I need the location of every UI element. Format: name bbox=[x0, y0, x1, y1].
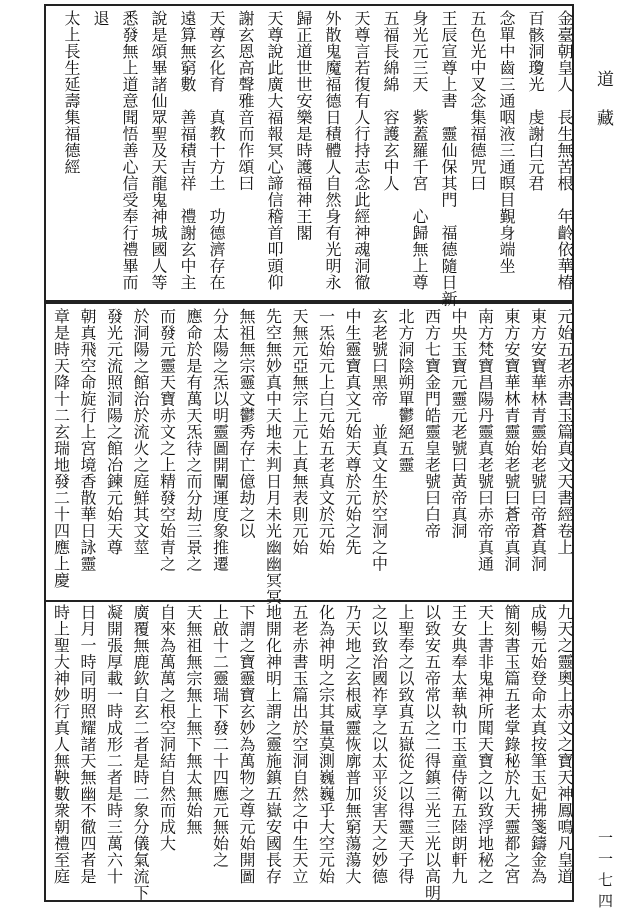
text-column: 於洞陽之館治於流火之庭鮮其文莖 bbox=[131, 308, 150, 556]
text-column: 先空無妙真中天地未判日月未光幽幽冥冥 bbox=[263, 308, 283, 605]
text-column: 成暢元始登命太真按筆玉妃拂箋鑄金為 bbox=[528, 604, 548, 885]
text-column: 一炁始元上白元始五老真文於元始 bbox=[316, 308, 336, 556]
text-column: 下謂之寶靈寶玄妙為萬物之尊元始開圖 bbox=[237, 604, 256, 885]
text-column: 退 bbox=[91, 10, 110, 27]
text-column: 東方安寶華林青靈始老號曰蒼帝真洞 bbox=[502, 308, 521, 572]
text-column: 之以致治國祚享之以太平災害天之妙德 bbox=[369, 604, 389, 885]
text-column: 上啟十二靈瑞下發二十四應元無始之 bbox=[210, 604, 230, 868]
text-column: 時上聖大神妙行真人無鞅數衆朝禮至庭 bbox=[51, 604, 71, 885]
text-column: 天無元亞無宗上元上真無表則元始 bbox=[290, 308, 309, 556]
text-column: 身光元三天 紫蓋羅千宮 心歸無上尊 bbox=[410, 10, 429, 291]
text-column: 百骸洞瓊光 虔謝白元君 bbox=[526, 10, 545, 192]
text-column: 日月一時同明照耀諸天無幽不徹四者是 bbox=[78, 604, 97, 885]
text-column: 天尊玄化育 真教十方土 功德濟存在 bbox=[207, 10, 226, 291]
text-column: 遠算無窮數 善福積吉祥 禮謝玄中主 bbox=[178, 10, 197, 291]
text-column: 五老赤書玉篇出於空洞自然之中生天立 bbox=[290, 604, 309, 885]
text-column: 朝真飛空命旋行上宮境香散華日詠靈 bbox=[78, 308, 97, 572]
text-column: 發光元流照洞陽之館冶鍊元始天尊 bbox=[104, 308, 124, 556]
text-column: 自來為萬萬之根空洞結自然而成大 bbox=[157, 604, 177, 852]
text-column: 中央玉寶元靈元老號曰黃帝真洞 bbox=[449, 308, 468, 539]
text-column: 歸正道世世安樂是時護福神王閣 bbox=[294, 10, 313, 241]
text-column: 南方梵寶昌陽丹靈真老號曰赤帝真通 bbox=[475, 308, 495, 572]
text-column: 王女典奉太華執巾玉童侍衛五陸朗軒九 bbox=[449, 604, 468, 885]
text-column: 西方七寶金門皓靈皇老號曰白帝 bbox=[422, 308, 442, 539]
page-number: 一一七四 bbox=[596, 830, 614, 914]
text-column: 東方安寶華林青靈始老號曰帝蒼真洞 bbox=[528, 308, 548, 572]
text-column: 應命於是有萬天炁待之而分劫三景之 bbox=[184, 308, 203, 572]
text-column: 地開化神明上謂之靈施鎮五嶽安國長存 bbox=[263, 604, 283, 885]
text-column: 廣覆無鹿欽自玄二者是時二象分儀氣流下 bbox=[131, 604, 150, 901]
text-column: 九天之靈奧上赤文之寶天神鳳鳴凡皇道 bbox=[555, 604, 574, 885]
text-column: 金臺朝皇人 長生無苦根 年齡依華椿 bbox=[555, 10, 574, 291]
text-column: 說是頌畢諸仙眾聖及天龍鬼神城國人等 bbox=[149, 10, 168, 291]
text-column: 天無祖無宗無上無下無太無始無 bbox=[184, 604, 203, 835]
text-column: 悉發無上道意聞悟善心信受奉行禮畢而 bbox=[120, 10, 139, 291]
text-column: 外散鬼魔福德日積體人自然身有光明永 bbox=[323, 10, 342, 291]
text-column: 無祖無宗靈文鬱秀存亡億劫之以 bbox=[237, 308, 256, 539]
text-column: 乃天地之玄根威靈恢廓普加無窮蕩蕩大 bbox=[343, 604, 362, 885]
section-divider bbox=[44, 600, 574, 602]
text-column: 凝開張厚載一時成形二者是時三萬六十 bbox=[104, 604, 124, 885]
text-column: 北方洞陰朔單鬱絕五靈 bbox=[396, 308, 415, 473]
text-column: 中生靈寶真文元始天尊於元始之先 bbox=[343, 308, 362, 556]
text-column: 謝玄恩高聲雅音而作頌曰 bbox=[236, 10, 255, 192]
text-column: 天尊言若復有人行持志念此經神魂洞徹 bbox=[352, 10, 371, 291]
text-column: 太上長生延壽集福德經 bbox=[62, 10, 81, 175]
text-column: 以致安五帝常以之二得鎮三光三光以高明 bbox=[422, 604, 442, 901]
text-column: 五福長綿綿 容護玄中人 bbox=[381, 10, 400, 192]
margin-label: 道藏 bbox=[593, 70, 613, 148]
text-column: 念單中齒三通咽液三通瞑目覲身端坐 bbox=[497, 10, 516, 274]
text-column: 王辰宣尊上書 靈仙保其門 福德隨日新 bbox=[439, 10, 458, 307]
text-column: 五色光中叉念集福德咒曰 bbox=[468, 10, 487, 192]
text-column: 上聖奉之以致真五嶽從之以得靈天子得 bbox=[396, 604, 415, 885]
text-column: 天尊說此廣大福報冥心諦信稽首叩頭仰 bbox=[265, 10, 284, 291]
text-column: 元始五老赤書玉篇真文天書經卷上 bbox=[555, 308, 574, 556]
text-column: 章是時天降十二玄瑞地發二十四應上慶 bbox=[51, 308, 71, 589]
text-column: 天上書非鬼神所聞天寶之以致浮地秘之 bbox=[475, 604, 495, 885]
text-column: 簡刻書玉篇五老掌錄秘於九天靈都之宮 bbox=[502, 604, 521, 885]
text-column: 而發元靈天寶赤文之上精發空始青之 bbox=[157, 308, 177, 572]
text-column: 化為神明之宗其量莫測巍巍乎大空元始 bbox=[316, 604, 336, 885]
text-column: 玄老號曰黑帝 並真文生於空洞之中 bbox=[369, 308, 389, 572]
text-column: 分太陽之炁以明靈圖開闡運度象推遷 bbox=[210, 308, 230, 572]
